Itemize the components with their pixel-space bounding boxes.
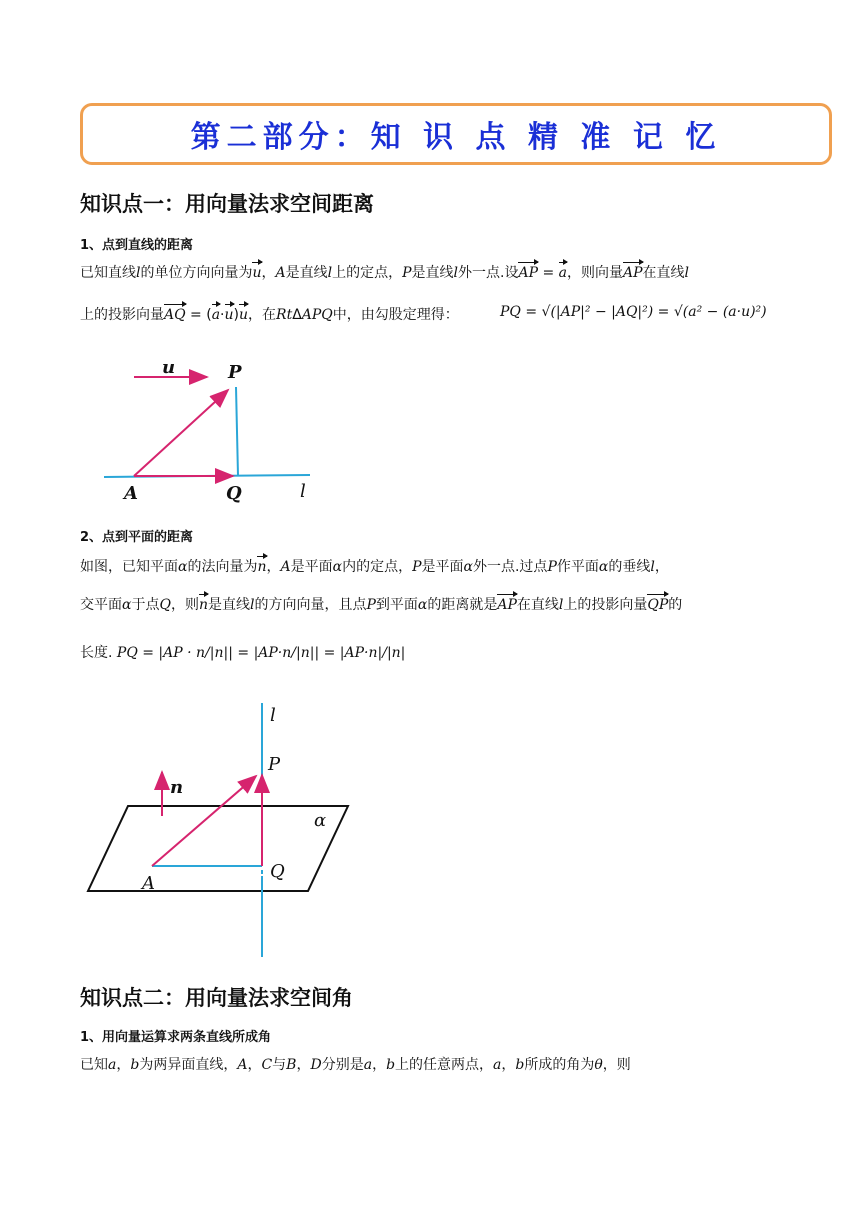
label-n: n <box>170 777 184 798</box>
plane-alpha <box>88 806 348 891</box>
sub1-line1: 已知直线l的单位方向向量为u，A是直线l上的定点，P是直线l外一点.设AP = a，则向量AP在直线l <box>80 265 690 281</box>
label-q: Q <box>226 483 242 504</box>
banner-title: 第二部分：知 识 点 精 准 记 忆 <box>190 120 722 155</box>
label-u: u <box>162 357 176 378</box>
sub2-line1: 如图，已知平面α的法向量为n，A是平面α内的定点，P是平面α外一点.过点P作平面α的垂线l， <box>80 559 669 575</box>
section2-sub1-line1: 已知a，b为两异面直线，A，C与B，D分别是a，b上的任意两点，a，b所成的角为θ，则 <box>80 1057 631 1073</box>
section1-heading: 知识点一：用向量法求空间距离 <box>80 192 374 216</box>
label-l: l <box>270 705 276 726</box>
section2-heading: 知识点二：用向量法求空间角 <box>80 986 353 1010</box>
sub1-title: 1、点到直线的距离 <box>80 238 194 253</box>
label-a: A <box>124 483 138 504</box>
section2-sub1-title: 1、用向量运算求两条直线所成角 <box>80 1030 272 1045</box>
label-a: A <box>142 873 155 894</box>
sub1-line2: 上的投影向量AQ = (a·u)u，在RtΔAPQ中，由勾股定理得： <box>80 307 459 323</box>
sub1-formula: PQ = √(|AP|² − |AQ|²) = √(a² − (a·u)²) <box>500 304 767 320</box>
vector-ap <box>152 776 256 866</box>
label-p: P <box>228 362 242 383</box>
label-alpha: α <box>314 810 327 831</box>
sub2-line3-prefix: 长度. <box>80 645 113 661</box>
label-l: l <box>300 481 306 502</box>
sub2-title: 2、点到平面的距离 <box>80 530 194 545</box>
label-q: Q <box>270 861 285 882</box>
sub2-line2: 交平面α于点Q，则n是直线l的方向向量，且点P到平面α的距离就是AP在直线l上的投影向量QP的 <box>80 597 683 613</box>
label-p: P <box>268 754 281 775</box>
sub2-formula: PQ = |AP · n/|n|| = |AP·n/|n|| = |AP·n|/|n| <box>116 645 406 661</box>
